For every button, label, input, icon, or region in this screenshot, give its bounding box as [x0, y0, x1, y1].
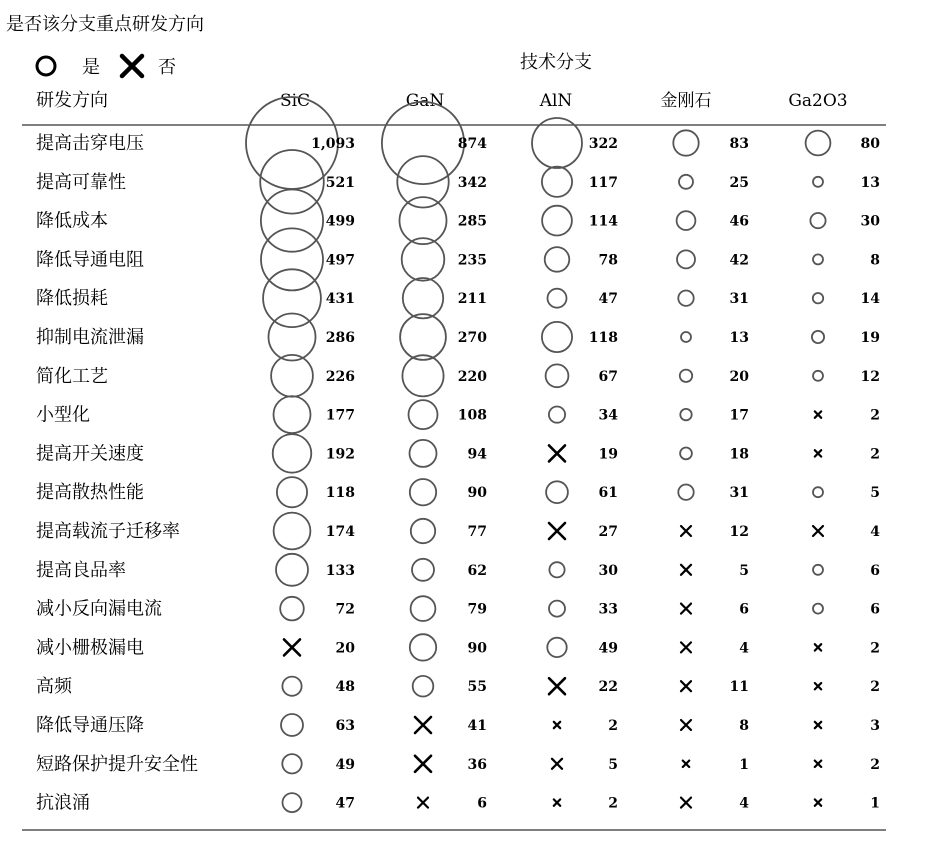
focus-circle-mark — [283, 793, 302, 812]
row-label: 减小反向漏电流 — [36, 598, 162, 620]
focus-circle-mark — [260, 150, 324, 214]
row-label: 提高可靠性 — [36, 171, 126, 193]
value-label: 49 — [598, 640, 618, 657]
row-label: 提高散热性能 — [36, 482, 144, 504]
column-header: GaN — [405, 91, 445, 111]
focus-circle-mark — [542, 322, 572, 352]
focus-circle-mark — [813, 371, 823, 381]
value-label: 49 — [335, 756, 355, 773]
row-label: 短路保护提升安全性 — [36, 753, 198, 775]
non-focus-cross-mark — [549, 523, 565, 539]
value-label: 874 — [457, 136, 487, 152]
focus-circle-mark — [680, 409, 691, 420]
focus-circle-mark — [282, 754, 301, 773]
table-row — [36, 434, 880, 473]
focus-circle-mark — [413, 676, 434, 697]
focus-circle-mark — [409, 400, 438, 429]
value-label: 5 — [739, 562, 749, 579]
value-label: 431 — [325, 291, 355, 308]
value-label: 342 — [457, 174, 487, 191]
focus-circle-mark — [273, 434, 312, 473]
focus-circle-mark — [549, 562, 564, 577]
value-label: 46 — [729, 213, 749, 230]
focus-circle-mark — [402, 355, 443, 396]
focus-circle-mark — [806, 131, 831, 156]
non-focus-cross-mark — [554, 799, 560, 805]
value-label: 1,093 — [311, 136, 355, 152]
focus-circle-mark — [411, 596, 436, 621]
value-label: 13 — [729, 330, 749, 346]
column-header: 金刚石 — [660, 91, 712, 111]
value-label: 72 — [335, 601, 355, 618]
row-label: 抗浪涌 — [36, 792, 90, 814]
non-focus-cross-mark — [815, 799, 821, 805]
value-label: 6 — [477, 795, 487, 812]
row-label: 降低导通电阻 — [36, 249, 144, 271]
value-label: 5 — [608, 756, 618, 773]
value-label: 31 — [729, 291, 749, 308]
value-label: 11 — [729, 679, 749, 696]
legend-no-label: 否 — [158, 57, 176, 78]
focus-circle-mark — [410, 479, 436, 505]
focus-circle-mark — [545, 247, 570, 272]
row-label: 降低导通压降 — [36, 715, 144, 736]
value-label: 2 — [608, 718, 618, 734]
value-label: 2 — [870, 640, 880, 657]
focus-circle-mark — [546, 481, 568, 503]
table-row — [36, 634, 880, 660]
focus-circle-mark — [813, 254, 823, 264]
focus-circle-mark — [548, 289, 567, 308]
row-label: 提高良品率 — [36, 559, 126, 581]
value-label: 499 — [325, 213, 355, 230]
value-label: 5 — [870, 485, 880, 502]
non-focus-cross-mark — [681, 642, 691, 652]
legend-yes-label: 是 — [82, 57, 100, 78]
focus-circle-mark — [680, 370, 692, 382]
value-label: 30 — [860, 213, 880, 230]
non-focus-cross-mark — [549, 445, 565, 461]
value-label: 78 — [598, 252, 618, 269]
table-row — [36, 793, 880, 814]
legend-yes-circle-icon — [37, 57, 55, 75]
value-label: 322 — [588, 136, 618, 152]
value-label: 118 — [325, 485, 355, 502]
table-row — [36, 676, 880, 697]
focus-circle-mark — [410, 440, 437, 467]
value-label: 8 — [739, 718, 749, 734]
focus-circle-mark — [277, 477, 307, 507]
non-focus-cross-mark — [815, 761, 821, 767]
value-label: 19 — [598, 446, 618, 463]
non-focus-cross-mark — [815, 644, 821, 650]
column-group-label: 技术分支 — [520, 52, 592, 73]
non-focus-cross-mark — [415, 756, 431, 772]
focus-circle-mark — [549, 407, 565, 423]
table-row — [36, 714, 880, 736]
value-label: 55 — [467, 679, 487, 696]
focus-circle-mark — [542, 206, 572, 236]
legend-no-cross-icon — [122, 56, 142, 76]
focus-circle-mark — [397, 156, 448, 207]
value-label: 34 — [598, 407, 618, 424]
row-label: 降低损耗 — [36, 288, 108, 310]
focus-circle-mark — [681, 332, 691, 342]
non-focus-cross-mark — [813, 526, 823, 536]
non-focus-cross-mark — [681, 798, 691, 808]
value-label: 235 — [457, 252, 487, 269]
value-label: 79 — [467, 601, 487, 618]
value-label: 497 — [325, 252, 355, 269]
value-label: 12 — [860, 368, 880, 385]
focus-circle-mark — [678, 485, 693, 500]
focus-circle-mark — [813, 177, 823, 187]
value-label: 6 — [739, 601, 749, 618]
value-label: 4 — [870, 524, 880, 540]
value-label: 90 — [467, 485, 487, 502]
value-label: 521 — [325, 174, 355, 191]
focus-circle-mark — [677, 250, 695, 268]
focus-circle-mark — [547, 638, 566, 657]
value-label: 48 — [335, 679, 355, 696]
focus-circle-mark — [400, 197, 447, 244]
focus-circle-mark — [549, 601, 565, 617]
value-label: 18 — [729, 446, 749, 463]
focus-circle-mark — [276, 554, 308, 586]
value-label: 22 — [598, 679, 618, 696]
focus-circle-mark — [678, 291, 693, 306]
row-label: 提高开关速度 — [36, 443, 144, 465]
row-label: 降低成本 — [36, 210, 108, 232]
value-label: 1 — [739, 756, 749, 773]
value-label: 177 — [325, 407, 355, 424]
row-label: 高频 — [36, 676, 72, 698]
focus-circle-mark — [546, 364, 569, 387]
row-label: 减小栅极漏电 — [36, 637, 144, 659]
value-label: 220 — [457, 368, 487, 385]
value-label: 47 — [335, 795, 355, 812]
column-header: SiC — [279, 91, 311, 111]
table-row — [36, 150, 880, 214]
non-focus-cross-mark — [815, 450, 821, 456]
non-focus-cross-mark — [815, 683, 821, 689]
value-label: 62 — [467, 562, 487, 579]
value-label: 30 — [598, 562, 618, 579]
value-label: 2 — [870, 756, 880, 773]
focus-circle-mark — [382, 102, 464, 184]
focus-circle-mark — [274, 513, 311, 550]
focus-circle-mark — [813, 293, 823, 303]
value-label: 31 — [729, 485, 749, 502]
table-row — [36, 190, 880, 252]
focus-circle-mark — [813, 565, 823, 575]
focus-circle-mark — [812, 331, 824, 343]
value-label: 17 — [729, 407, 749, 424]
table-row — [36, 396, 880, 433]
row-label: 简化工艺 — [36, 365, 108, 387]
value-label: 285 — [457, 213, 487, 230]
value-label: 286 — [325, 330, 355, 346]
row-header: 研发方向 — [36, 90, 108, 111]
value-label: 2 — [870, 446, 880, 463]
value-label: 8 — [870, 252, 880, 269]
focus-circle-mark — [411, 519, 435, 543]
value-label: 90 — [467, 640, 487, 657]
value-label: 20 — [335, 640, 355, 657]
table-row — [36, 228, 880, 290]
non-focus-cross-mark — [681, 681, 691, 691]
value-label: 94 — [467, 446, 487, 463]
chart-title: 是否该分支重点研发方向 — [6, 14, 204, 35]
focus-circle-mark — [269, 314, 316, 361]
non-focus-cross-mark — [681, 565, 691, 575]
table-row — [36, 269, 880, 327]
focus-circle-mark — [281, 714, 303, 736]
value-label: 211 — [457, 291, 487, 308]
value-label: 174 — [325, 524, 355, 540]
value-label: 108 — [457, 407, 487, 424]
value-label: 13 — [860, 174, 880, 191]
non-focus-cross-mark — [549, 678, 565, 694]
non-focus-cross-mark — [415, 717, 431, 733]
non-focus-cross-mark — [552, 759, 562, 769]
value-label: 42 — [729, 252, 749, 269]
row-label: 提高载流子迁移率 — [36, 521, 180, 542]
focus-circle-mark — [412, 559, 434, 581]
focus-circle-mark — [400, 314, 446, 360]
table-row — [36, 513, 880, 550]
value-label: 118 — [588, 330, 618, 346]
value-label: 192 — [325, 446, 355, 463]
value-label: 2 — [608, 795, 618, 812]
value-label: 83 — [729, 136, 749, 152]
focus-circle-mark — [282, 677, 301, 696]
table-row — [36, 477, 880, 507]
table-row — [36, 355, 880, 397]
focus-circle-mark — [280, 597, 304, 621]
row-label: 小型化 — [36, 404, 90, 426]
value-label: 41 — [467, 718, 487, 734]
focus-circle-mark — [813, 604, 823, 614]
value-label: 2 — [870, 679, 880, 696]
value-label: 33 — [598, 601, 618, 618]
value-label: 47 — [598, 291, 618, 308]
value-label: 25 — [729, 174, 749, 191]
focus-circle-mark — [810, 213, 825, 228]
focus-circle-mark — [680, 448, 692, 460]
focus-circle-mark — [542, 167, 572, 197]
non-focus-cross-mark — [815, 722, 821, 728]
value-label: 270 — [457, 330, 487, 346]
value-label: 6 — [870, 562, 880, 579]
focus-circle-mark — [677, 211, 696, 230]
focus-circle-mark — [261, 190, 323, 252]
non-focus-cross-mark — [681, 720, 691, 730]
table-row — [36, 554, 880, 586]
value-label: 4 — [739, 640, 749, 657]
value-label: 27 — [598, 524, 618, 540]
focus-circle-mark — [410, 634, 436, 660]
column-header: Ga2O3 — [788, 91, 848, 111]
value-label: 114 — [588, 213, 618, 230]
value-label: 4 — [739, 795, 749, 812]
row-label: 抑制电流泄漏 — [36, 327, 144, 348]
table-body — [36, 97, 880, 814]
focus-circle-mark — [679, 175, 693, 189]
value-label: 133 — [325, 562, 355, 579]
value-label: 63 — [335, 718, 355, 734]
table-row — [36, 754, 880, 775]
value-label: 6 — [870, 601, 880, 618]
table-row — [36, 596, 880, 621]
non-focus-cross-mark — [681, 526, 691, 536]
focus-circle-mark — [274, 396, 311, 433]
non-focus-cross-mark — [681, 604, 691, 614]
value-label: 36 — [467, 756, 487, 773]
value-label: 80 — [860, 136, 880, 152]
value-label: 2 — [870, 407, 880, 424]
value-label: 67 — [598, 368, 618, 385]
focus-circle-mark — [403, 278, 443, 318]
value-label: 61 — [598, 485, 618, 502]
value-label: 14 — [860, 291, 880, 308]
non-focus-cross-mark — [284, 639, 300, 655]
focus-circle-mark — [673, 130, 698, 155]
table-row — [36, 314, 880, 361]
non-focus-cross-mark — [683, 761, 689, 767]
value-label: 19 — [860, 330, 880, 346]
focus-circle-mark — [263, 269, 321, 327]
value-label: 3 — [870, 718, 880, 734]
legend — [37, 56, 176, 78]
focus-circle-mark — [261, 228, 323, 290]
value-label: 117 — [588, 174, 618, 191]
column-header: AlN — [539, 91, 573, 111]
focus-circle-mark — [813, 487, 823, 497]
non-focus-cross-mark — [815, 411, 821, 417]
row-label: 提高击穿电压 — [36, 133, 144, 154]
non-focus-cross-mark — [554, 722, 560, 728]
non-focus-cross-mark — [418, 798, 428, 808]
value-label: 226 — [325, 368, 355, 385]
value-label: 77 — [467, 524, 487, 540]
value-label: 1 — [870, 795, 880, 812]
column-headers — [280, 91, 848, 111]
value-label: 20 — [729, 368, 749, 385]
value-label: 12 — [729, 524, 749, 540]
